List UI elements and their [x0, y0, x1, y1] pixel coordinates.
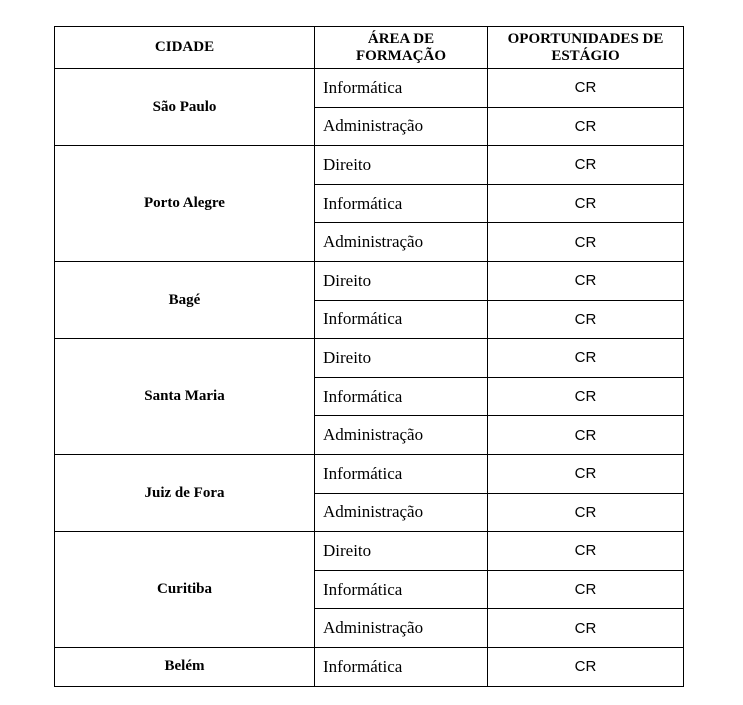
table-row — [55, 339, 684, 378]
opportunity-cell: CR — [488, 377, 684, 416]
header-opportunities-line-1: OPORTUNIDADES DE — [507, 30, 664, 47]
header-area — [315, 27, 488, 69]
header-city-label: CIDADE — [154, 39, 215, 55]
table-row — [55, 261, 684, 300]
table-row — [55, 454, 684, 493]
opportunity-cell: CR — [488, 300, 684, 339]
opportunity-cell: CR — [488, 184, 684, 223]
area-cell: Direito — [315, 339, 488, 378]
area-cell: Administração — [315, 107, 488, 146]
table-row — [55, 146, 684, 185]
area-cell: Informática — [315, 69, 488, 108]
area-cell: Administração — [315, 416, 488, 455]
opportunity-cell: CR — [488, 454, 684, 493]
city-cell: Belém — [55, 647, 315, 686]
opportunity-cell: CR — [488, 69, 684, 108]
opportunity-cell: CR — [488, 532, 684, 571]
area-cell: Informática — [315, 184, 488, 223]
header-opportunities-line-2: ESTÁGIO — [551, 47, 620, 64]
opportunity-cell: CR — [488, 609, 684, 648]
opportunity-cell: CR — [488, 223, 684, 262]
area-cell: Informática — [315, 377, 488, 416]
table-row — [55, 532, 684, 571]
opportunity-cell: CR — [488, 146, 684, 185]
opportunity-cell: CR — [488, 647, 684, 686]
opportunity-cell: CR — [488, 339, 684, 378]
city-cell: Porto Alegre — [55, 146, 315, 262]
area-cell: Administração — [315, 493, 488, 532]
area-cell: Direito — [315, 532, 488, 571]
city-cell: Bagé — [55, 261, 315, 338]
area-cell: Informática — [315, 647, 488, 686]
city-cell: Juiz de Fora — [55, 454, 315, 531]
area-cell: Direito — [315, 261, 488, 300]
header-opportunities — [488, 27, 684, 69]
opportunity-cell: CR — [488, 570, 684, 609]
opportunity-cell: CR — [488, 261, 684, 300]
opportunity-cell: CR — [488, 107, 684, 146]
table-header — [55, 27, 684, 69]
city-cell: São Paulo — [55, 69, 315, 146]
table-body — [55, 69, 684, 687]
area-cell: Informática — [315, 570, 488, 609]
area-cell: Informática — [315, 454, 488, 493]
header-row — [55, 27, 684, 69]
area-cell: Administração — [315, 223, 488, 262]
city-cell: Curitiba — [55, 532, 315, 648]
area-cell: Administração — [315, 609, 488, 648]
header-city — [55, 27, 315, 69]
header-area-line-2: FORMAÇÃO — [356, 47, 446, 64]
opportunity-cell: CR — [488, 493, 684, 532]
table-row — [55, 647, 684, 686]
area-cell: Direito — [315, 146, 488, 185]
header-area-line-1: ÁREA DE — [367, 30, 435, 47]
table-row — [55, 69, 684, 108]
city-cell: Santa Maria — [55, 339, 315, 455]
internship-table — [54, 26, 684, 687]
opportunity-cell: CR — [488, 416, 684, 455]
area-cell: Informática — [315, 300, 488, 339]
